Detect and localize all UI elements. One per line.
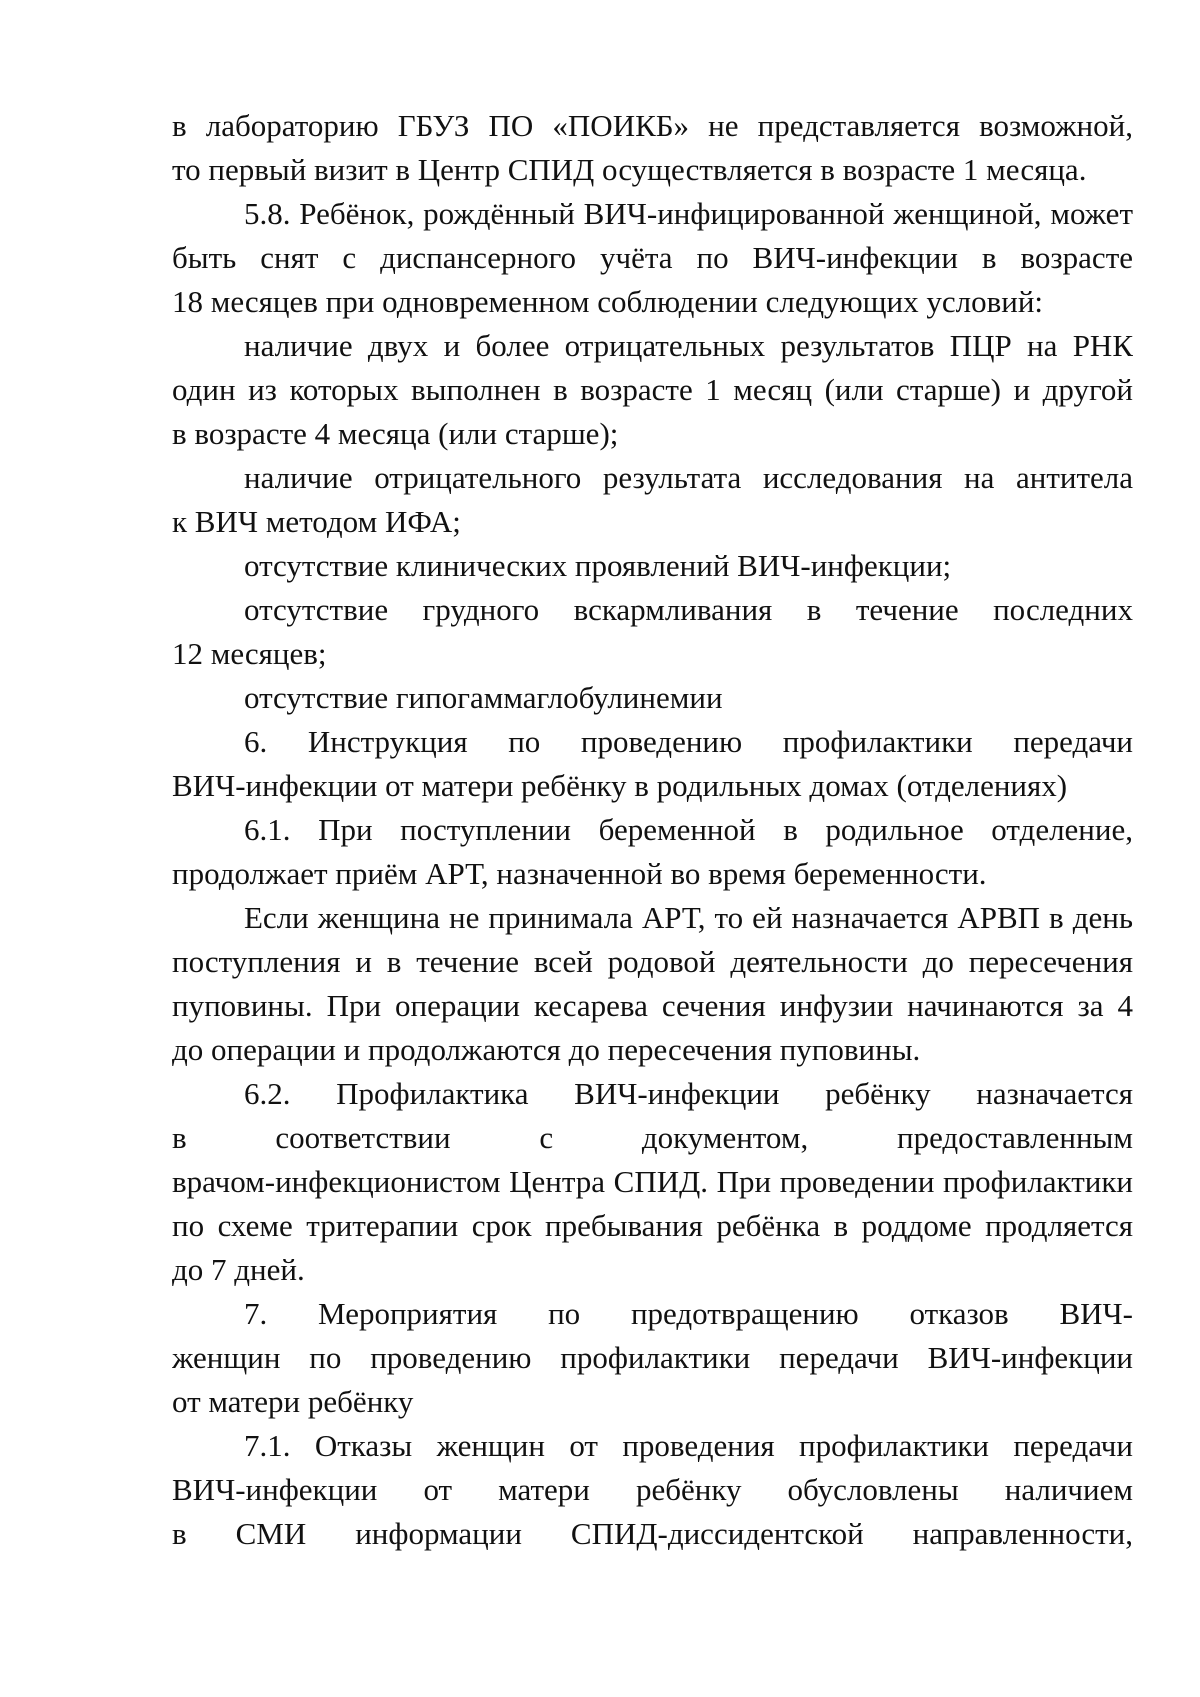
text-line: 12 месяцев; (172, 636, 327, 671)
text-line: в СМИ информации СПИД-диссидентской направленности, (172, 1516, 1133, 1551)
document-body (172, 104, 1133, 1556)
condition-item: отсутствие клинических проявлений ВИЧ-инфекции; (244, 548, 952, 583)
text-line: продолжает приём АРТ, назначенной во время беременности. (172, 856, 987, 891)
text-line: в возрасте 4 месяца (или старше); (172, 416, 619, 451)
text-line: в лабораторию ГБУЗ ПО «ПОИКБ» не представляется возможной, (172, 108, 1133, 143)
text-line: поступления и в течение всей родовой деятельности до пересечения (172, 944, 1133, 979)
paragraph-6-2: 6.2. Профилактика ВИЧ-инфекции ребёнку назначается (244, 1076, 1133, 1111)
text-line: до операции и продолжаются до пересечения пуповины. (172, 1032, 921, 1067)
text-line: врачом-инфекционистом Центра СПИД. При проведении профилактики (172, 1164, 1133, 1199)
condition-item: отсутствие гипогаммаглобулинемии (244, 680, 723, 715)
condition-item: наличие двух и более отрицательных результатов ПЦР на РНК (244, 328, 1133, 363)
section-7-heading: 7. Мероприятия по предотвращению отказов ВИЧ- (244, 1296, 1133, 1331)
text-line: один из которых выполнен в возрасте 1 месяц (или старше) и другой (172, 372, 1133, 407)
text-line: ВИЧ-инфекции от матери ребёнку обусловлены наличием (172, 1472, 1133, 1507)
text-line: то первый визит в Центр СПИД осуществляется в возрасте 1 месяца. (172, 152, 1087, 187)
section-7-heading-cont: женщин по проведению профилактики передачи ВИЧ-инфекции (172, 1340, 1133, 1375)
text-line: к ВИЧ методом ИФА; (172, 504, 461, 539)
paragraph-5-8-heading: 5.8. Ребёнок, рождённый ВИЧ-инфицированной женщиной, может (244, 196, 1133, 231)
paragraph: Если женщина не принимала АРТ, то ей назначается АРВП в день (244, 900, 1133, 935)
paragraph-7-1: 7.1. Отказы женщин от проведения профилактики передачи (244, 1428, 1133, 1463)
section-6-heading-cont: ВИЧ-инфекции от матери ребёнку в родильных домах (отделениях) (172, 768, 1068, 803)
condition-item: отсутствие грудного вскармливания в течение последних (244, 592, 1133, 627)
section-7-heading-cont: от матери ребёнку (172, 1384, 414, 1419)
text-line: пуповины. При операции кесарева сечения инфузии начинаются за 4 (172, 988, 1133, 1023)
section-6-heading: 6. Инструкция по проведению профилактики передачи (244, 724, 1133, 759)
text-line: быть снят с диспансерного учёта по ВИЧ-инфекции в возрасте (172, 240, 1133, 275)
paragraph-6-1: 6.1. При поступлении беременной в родильное отделение, (244, 812, 1133, 847)
text-line: 18 месяцев при одновременном соблюдении следующих условий: (172, 284, 1044, 319)
condition-item: наличие отрицательного результата исследования на антитела (244, 460, 1133, 495)
text-line: до 7 дней. (172, 1252, 305, 1287)
text-line: по схеме тритерапии срок пребывания ребёнка в роддоме продляется (172, 1208, 1133, 1243)
text-line: в соответствии с документом, предоставленным (172, 1120, 1133, 1155)
